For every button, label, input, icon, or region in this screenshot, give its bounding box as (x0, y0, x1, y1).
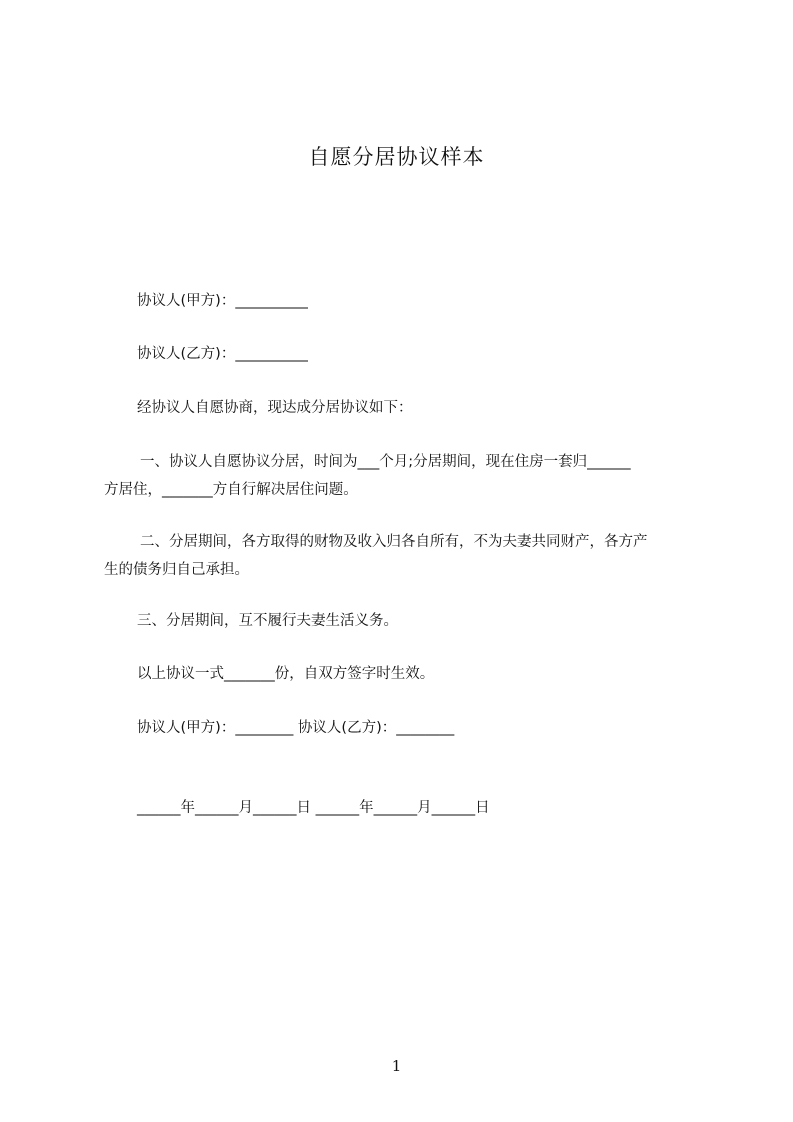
intro-paragraph: 经协议人自愿协商，现达成分居协议如下： (137, 400, 413, 416)
clause-1-line-2: 方居住，_______方自行解决居住问题。 (104, 482, 358, 498)
date-line: ______年______月______日 ______年______月______日 (137, 800, 490, 816)
signature-line: 协议人(甲方)：________ 协议人(乙方)：________ (137, 720, 455, 736)
clause-3: 三、分居期间，互不履行夫妻生活义务。 (137, 613, 398, 629)
page-number: 1 (391, 1057, 402, 1075)
clause-2-line-1: 二、分居期间，各方取得的财物及收入归各自所有，不为夫妻共同财产，各方产 (140, 534, 648, 550)
party-a-line: 协议人(甲方)：__________ (137, 293, 308, 309)
copies-paragraph: 以上协议一式_______份，自双方签字时生效。 (137, 666, 435, 682)
party-b-line: 协议人(乙方)：__________ (137, 346, 308, 362)
clause-2-line-2: 生的债务归自己承担。 (104, 562, 249, 578)
document-title: 自愿分居协议样本 (308, 145, 485, 169)
clause-1-line-1: 一、协议人自愿协议分居，时间为___个月;分居期间，现在住房一套归______ (140, 454, 631, 470)
